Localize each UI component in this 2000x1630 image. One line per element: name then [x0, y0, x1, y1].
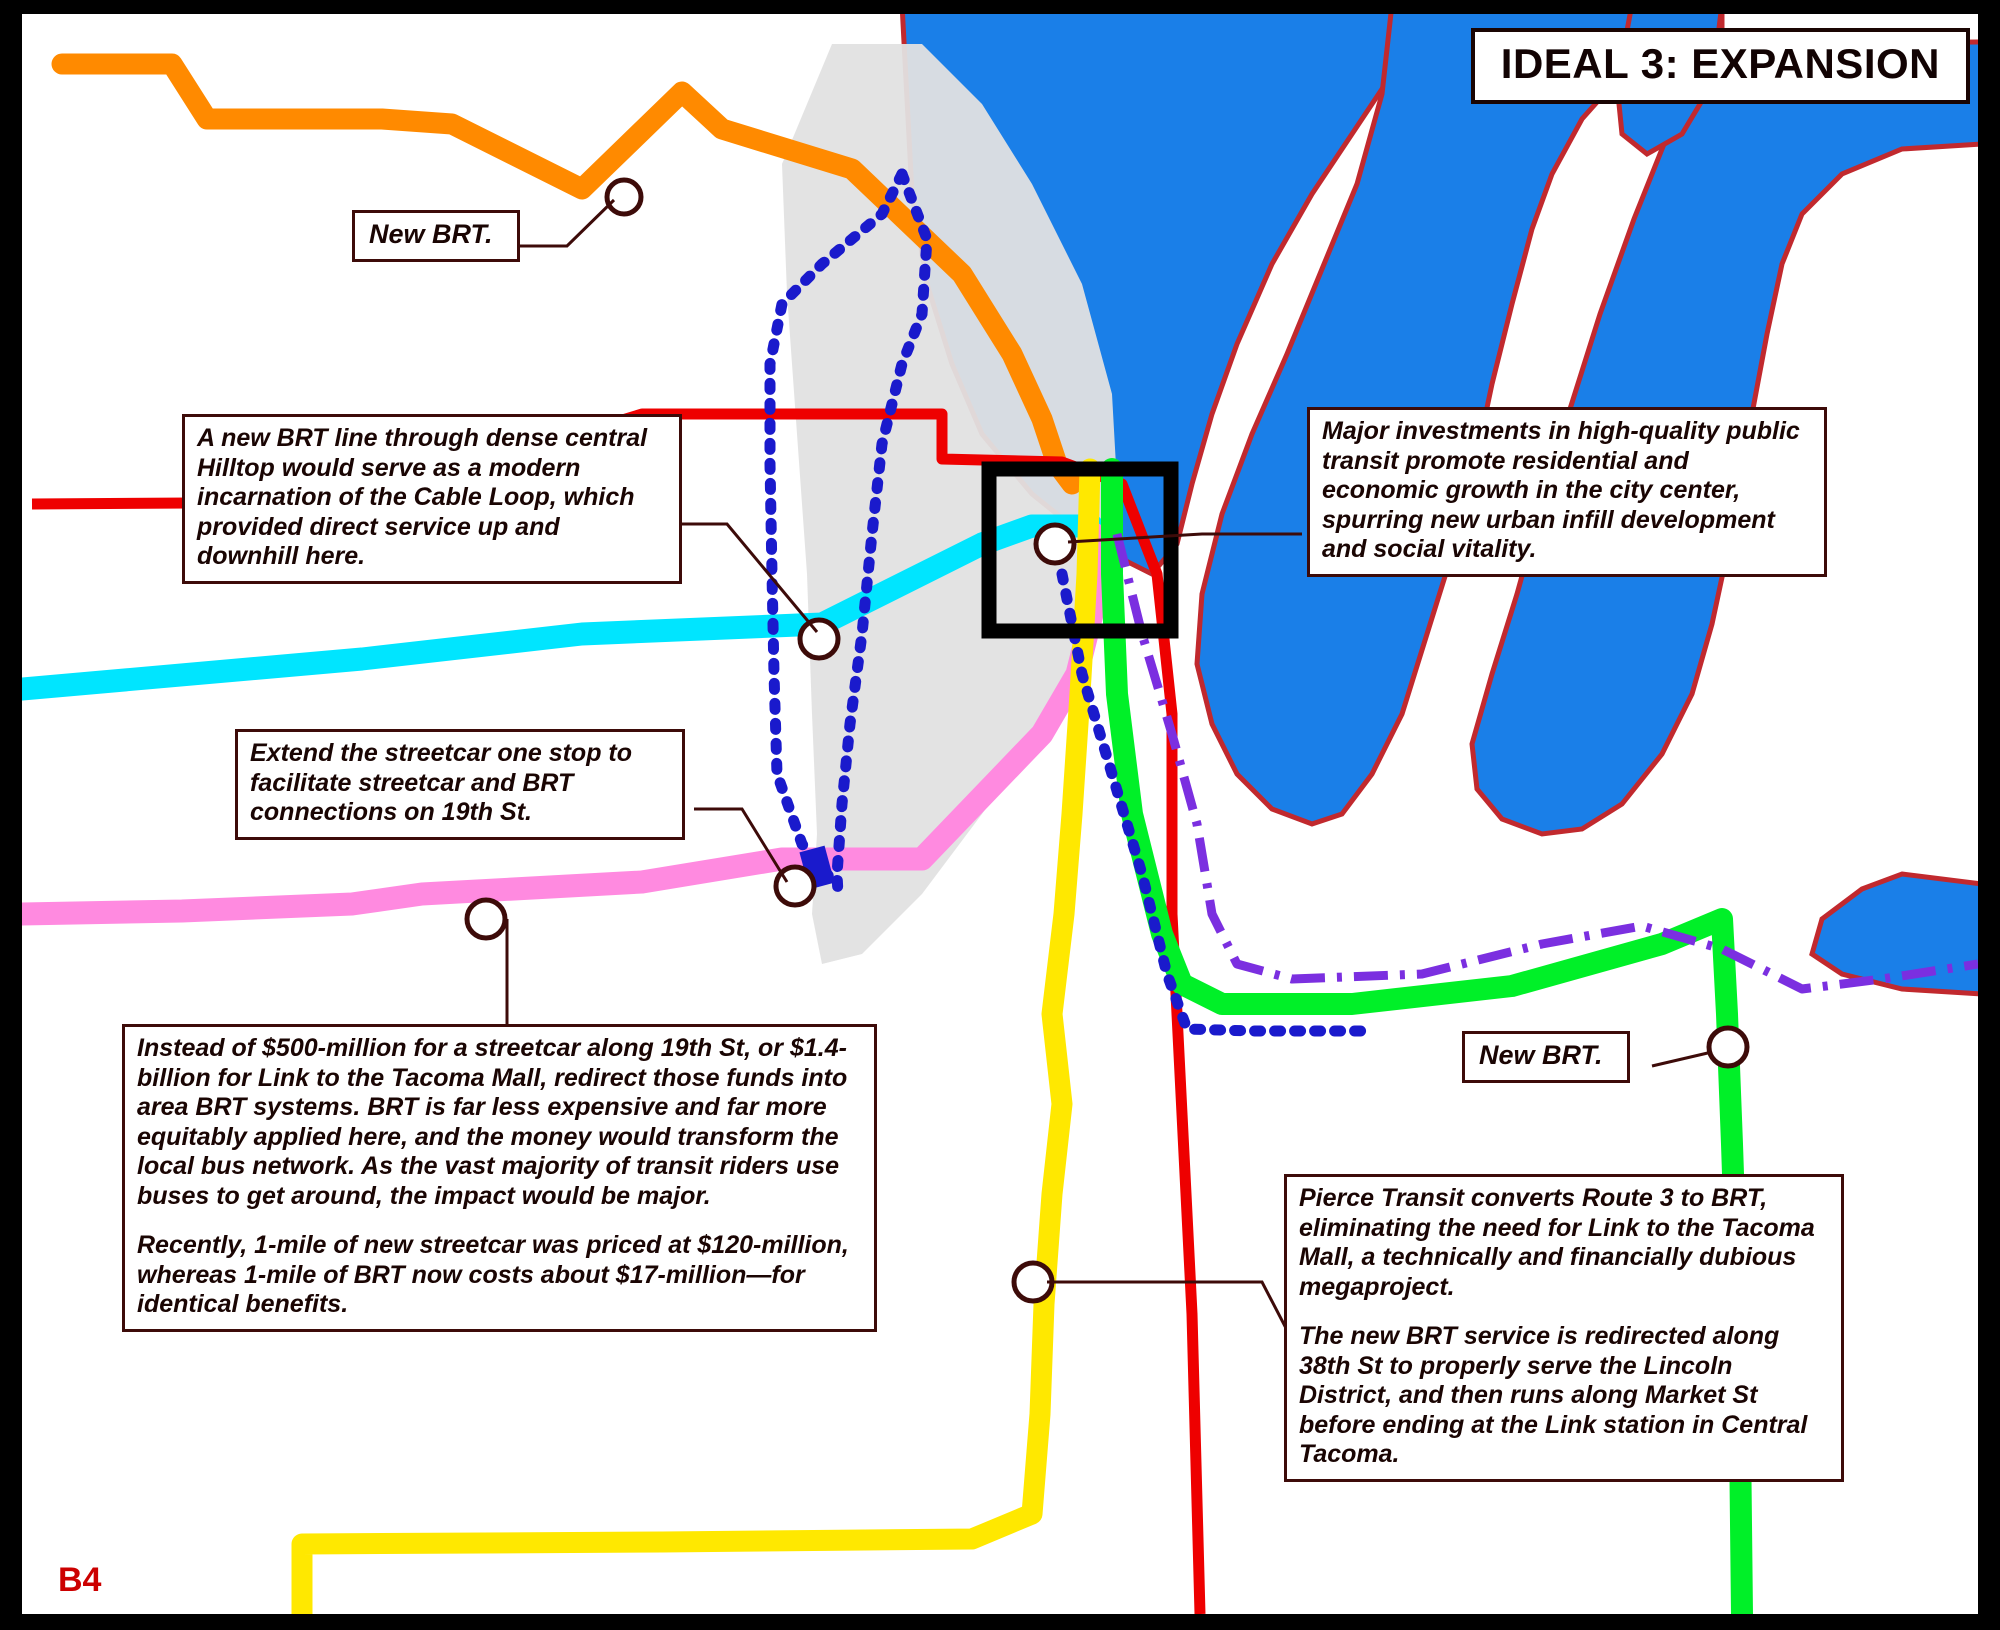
callout-text: New BRT. [1479, 1040, 1603, 1070]
page-number-label: B4 [58, 1561, 102, 1599]
pink-bus-line [22, 534, 1094, 914]
callout-major-investments [1307, 407, 1827, 577]
purple-dashdot-line [1117, 534, 1978, 989]
station-marker [1014, 1263, 1052, 1301]
callout-streetcar-extension [235, 729, 685, 840]
callout-text: A new BRT line through dense central Hilltop would serve as a modern incarnation of the Cable Loop, which provided direct service up and downhill here. [197, 424, 648, 570]
station-marker [1036, 525, 1074, 563]
callout-text: Extend the streetcar one stop to facilitate streetcar and BRT connections on 19th St. [250, 739, 633, 826]
callout-new-brt-top [352, 210, 520, 262]
callout-text: Major investments in high-quality public transit promote residential and economic growth in the city center, spurring new urban infill development and social vitality. [1322, 417, 1800, 563]
red-transit-line [32, 414, 1200, 1614]
station-marker [1709, 1028, 1747, 1066]
callout-funding-rationale [122, 1024, 877, 1332]
callout-text-1: Pierce Transit converts Route 3 to BRT, eliminating the need for Link to the Tacoma Mall, a technically and financially dubious megaproject. [1299, 1184, 1815, 1301]
callout-hilltop-brt [182, 414, 682, 584]
blue-dotted-line [837, 174, 927, 894]
station-marker [800, 620, 838, 658]
station-marker [467, 900, 505, 938]
callout-new-brt-right [1462, 1031, 1630, 1083]
callout-text-1: Instead of $500-million for a streetcar along 19th St, or $1.4-billion for Link to the Tacoma Mall, redirect those funds into area BRT systems. BRT is far less expensive and far more equitably applied here, and the money would transform the local bus network. As the vast majority of transit riders use buses to get around, the impact would be major. [137, 1034, 848, 1210]
station-marker [607, 180, 641, 214]
callout-text-2: The new BRT service is redirected along 38th St to properly serve the Lincoln District, and then runs along Market St before ending at the Link station in Central Tacoma. [1299, 1322, 1808, 1468]
callout-text-2: Recently, 1-mile of new streetcar was priced at $120-million, whereas 1-mile of BRT now costs about $17-million—for identical benefits. [137, 1231, 849, 1318]
callout-pierce-transit [1284, 1174, 1844, 1482]
title-text: IDEAL 3: EXPANSION [1500, 40, 1940, 87]
map-area [22, 14, 1978, 1614]
callout-text: New BRT. [369, 219, 493, 249]
blue-dotted-line-north [770, 174, 902, 880]
poster-title [1471, 28, 1970, 104]
